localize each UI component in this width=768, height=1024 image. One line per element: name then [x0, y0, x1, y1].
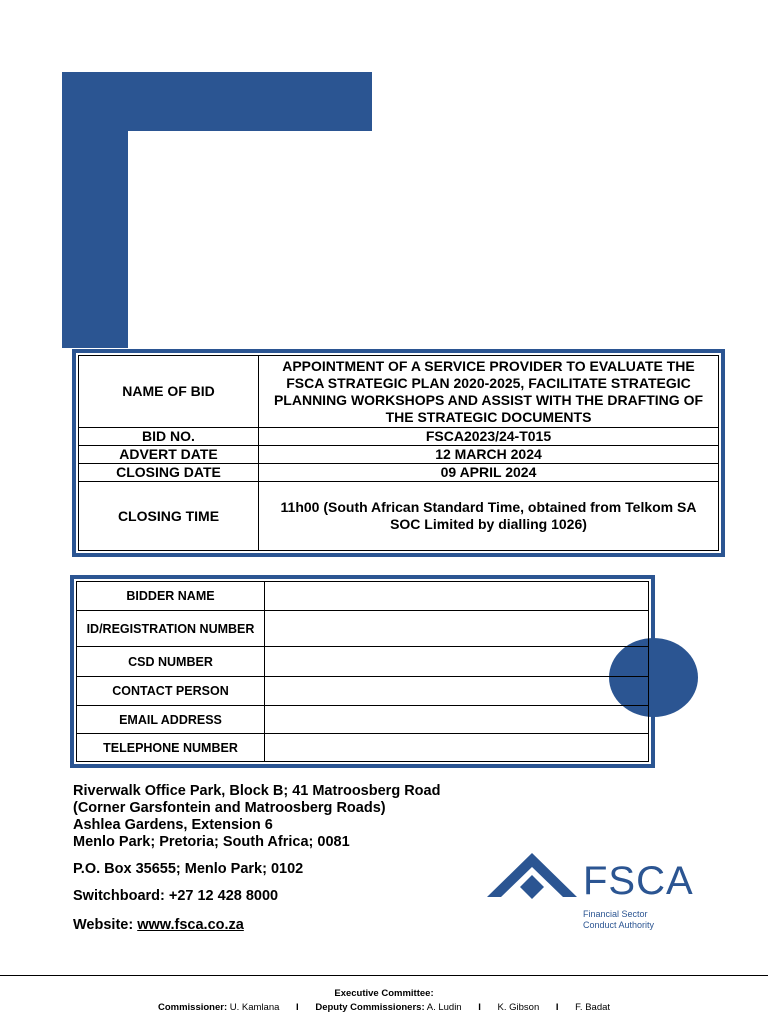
commissioner-label: Commissioner: — [157, 1002, 228, 1013]
commissioner-name: U. Kamlana — [229, 1002, 280, 1013]
executive-committee-members — [0, 1002, 768, 1013]
closing-time-value: 11h00 (South African Standard Time, obtained from Telkom SA SOC Limited by dialling 1026) — [259, 482, 719, 551]
telephone-number-field[interactable] — [265, 734, 649, 762]
address-line-1: Riverwalk Office Park, Block B; 41 Matroosberg Road — [73, 783, 441, 799]
deputy-name-1: A. Ludin — [426, 1002, 462, 1013]
closing-date-value: 09 APRIL 2024 — [259, 464, 719, 482]
bid-details-table — [78, 355, 719, 551]
logo-tagline — [583, 909, 654, 931]
bidder-details-box — [70, 575, 655, 768]
switchboard: Switchboard: +27 12 428 8000 — [73, 888, 279, 904]
fsca-roof-icon — [487, 853, 577, 901]
closing-date-label: CLOSING DATE — [79, 464, 259, 482]
email-address-field[interactable] — [265, 706, 649, 734]
footer-divider — [0, 975, 768, 976]
bid-number-value: FSCA2023/24-T015 — [259, 428, 719, 446]
website-label: Website: — [73, 917, 134, 933]
postal-address — [73, 783, 440, 851]
deputies-label: Deputy Commissioners: — [315, 1002, 425, 1013]
registration-number-field[interactable] — [265, 611, 649, 647]
separator: I — [296, 1002, 299, 1013]
deputy-name-2: K. Gibson — [497, 1002, 540, 1013]
registration-number-label: ID/REGISTRATION NUMBER — [77, 611, 265, 647]
address-line-3: Ashlea Gardens, Extension 6 — [73, 817, 273, 833]
bidder-details-table — [76, 581, 649, 762]
logo-tagline-line-1: Financial Sector — [583, 909, 648, 919]
deputy-name-3: F. Badat — [575, 1002, 611, 1013]
fsca-logo — [487, 851, 717, 936]
decorative-bracket-left — [62, 72, 128, 348]
separator: I — [478, 1002, 481, 1013]
bid-name-label: NAME OF BID — [79, 356, 259, 428]
executive-committee-title: Executive Committee: — [334, 988, 434, 999]
advert-date-label: ADVERT DATE — [79, 446, 259, 464]
bid-number-label: BID NO. — [79, 428, 259, 446]
separator: I — [555, 1002, 559, 1013]
logo-tagline-line-2: Conduct Authority — [583, 920, 655, 930]
logo-wordmark: FSCA — [583, 859, 694, 903]
website-line — [73, 917, 244, 933]
email-address-label: EMAIL ADDRESS — [77, 706, 265, 734]
po-box: P.O. Box 35655; Menlo Park; 0102 — [73, 861, 304, 877]
csd-number-label: CSD NUMBER — [77, 647, 265, 677]
telephone-number-label: TELEPHONE NUMBER — [77, 734, 265, 762]
csd-number-field[interactable] — [265, 647, 649, 677]
bid-details-box — [72, 349, 725, 557]
bidder-name-label: BIDDER NAME — [77, 582, 265, 611]
advert-date-value: 12 MARCH 2024 — [259, 446, 719, 464]
bidder-name-field[interactable] — [265, 582, 649, 611]
closing-time-label: CLOSING TIME — [79, 482, 259, 551]
website-link[interactable]: www.fsca.co.za — [137, 917, 244, 933]
contact-person-label: CONTACT PERSON — [77, 677, 265, 706]
bid-name-value: APPOINTMENT OF A SERVICE PROVIDER TO EVALUATE THE FSCA STRATEGIC PLAN 2020-2025, FACILITATE STRATEGIC PLANNING WORKSHOPS AND ASSIST WITH THE DRAFTING OF THE STRATEGIC DOCUMENTS — [259, 356, 719, 428]
contact-person-field[interactable] — [265, 677, 649, 706]
address-line-2: (Corner Garsfontein and Matroosberg Roads) — [73, 800, 386, 816]
address-line-4: Menlo Park; Pretoria; South Africa; 0081 — [73, 834, 350, 850]
